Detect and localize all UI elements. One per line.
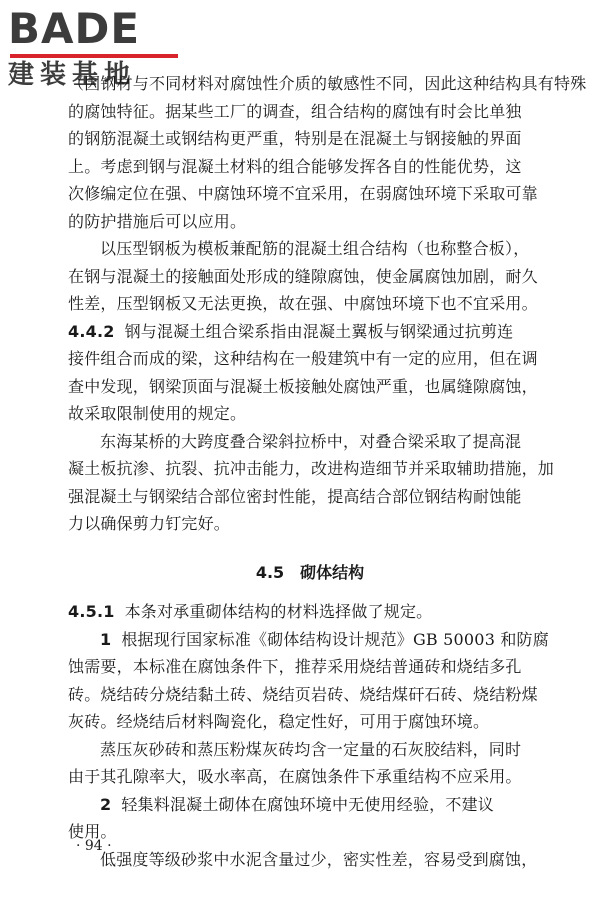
text-line: 蚀需要，本标准在腐蚀条件下，推荐采用烧结普通砖和烧结多孔 <box>68 657 522 676</box>
text-line: 东海某桥的大跨度叠合梁斜拉桥中，对叠合梁采取了提高混 <box>100 431 522 451</box>
text-line: 查中发现，钢梁顶面与混凝土板接触处腐蚀严重，也属缝隙腐蚀， <box>68 376 538 396</box>
text-line: 性差，压型钢板又无法更换，故在强、中腐蚀环境下也不宜采用。 <box>68 294 538 313</box>
clause-4-4-2-line <box>68 318 552 346</box>
text-line: 接件组合而成的梁，这种结构在一般建筑中有一定的应用，但在调 <box>68 349 538 368</box>
text-line: 蒸压灰砂砖和蒸压粉煤灰砖均含一定量的石灰胶结料，同时 <box>100 739 522 759</box>
logo-red-bar <box>10 54 178 58</box>
text-line: 故采取限制使用的规定。 <box>68 404 247 423</box>
text-line: 力以确保剪力钉完好。 <box>68 514 231 533</box>
text-line: 上。考虑到钢与混凝土材料的组合能够发挥各自的性能优势，这 <box>68 156 522 176</box>
text-line: 的腐蚀特征。据某些工厂的调查，组合结构的腐蚀有时会比单独 <box>68 101 522 121</box>
text-line: 灰砖。经烧结后材料陶瓷化，稳定性好，可用于腐蚀环境。 <box>68 712 490 731</box>
text-line: 的防护措施后可以应用。 <box>68 211 247 231</box>
page-number: · 94 · <box>76 838 112 854</box>
section-heading: 4.5 砌体结构 <box>255 562 365 582</box>
text-line: 的钢筋混凝土或钢结构更严重，特别是在混凝土与钢接触的界面 <box>68 129 522 148</box>
text-line: 次修编定位在强、中腐蚀环境不宜采用，在弱腐蚀环境下采取可靠 <box>68 184 538 203</box>
logo-brand: BADE <box>8 4 141 53</box>
item-1-line <box>68 626 552 654</box>
text-line: 砖。烧结砖分烧结黏土砖、烧结页岩砖、烧结煤矸石砖、烧结粉煤 <box>68 684 538 704</box>
item-number: 1 <box>100 629 112 649</box>
logo-subtitle: 建装基地 <box>8 60 137 90</box>
clause-4-5-1-line <box>68 598 552 626</box>
item-2-line <box>68 791 552 819</box>
text-line: 在钢与混凝土的接触面处形成的缝隙腐蚀，使金属腐蚀加剧，耐久 <box>68 266 538 286</box>
text-line: 钢与混凝土组合梁系指由混凝土翼板与钢梁通过抗剪连 <box>124 321 514 341</box>
text-line: 轻集料混凝土砌体在腐蚀环境中无使用经验，不建议 <box>121 794 494 814</box>
text-line: 使用。 <box>68 822 117 841</box>
text-line: 凝土板抗渗、抗裂、抗冲击能力，改进构造细节并采取辅助措施，加 <box>68 459 555 478</box>
clause-number: 4.4.2 <box>68 321 115 341</box>
text-line: 本条对承重砌体结构的材料选择做了规定。 <box>124 602 433 621</box>
item-number: 2 <box>100 794 112 814</box>
text-line: 强混凝土与钢梁结合部位密封性能，提高结合部位钢结构耐蚀能 <box>68 486 522 506</box>
text-line: 由于其孔隙率大，吸水率高，在腐蚀条件下承重结构不应采用。 <box>68 767 522 786</box>
text-line: （因钢材与不同材料对腐蚀性介质的敏感性不同，因此这种结构具有特殊 <box>68 74 587 93</box>
clause-number: 4.5.1 <box>68 602 115 621</box>
page-body <box>68 70 587 873</box>
text-line: 根据现行国家标准《砌体结构设计规范》GB 50003 和防腐 <box>121 629 549 649</box>
text-line: 以压型钢板为模板兼配筋的混凝土组合结构（也称整合板）， <box>100 239 530 258</box>
text-line: 低强度等级砂浆中水泥含量过少，密实性差，容易受到腐蚀， <box>100 849 538 869</box>
